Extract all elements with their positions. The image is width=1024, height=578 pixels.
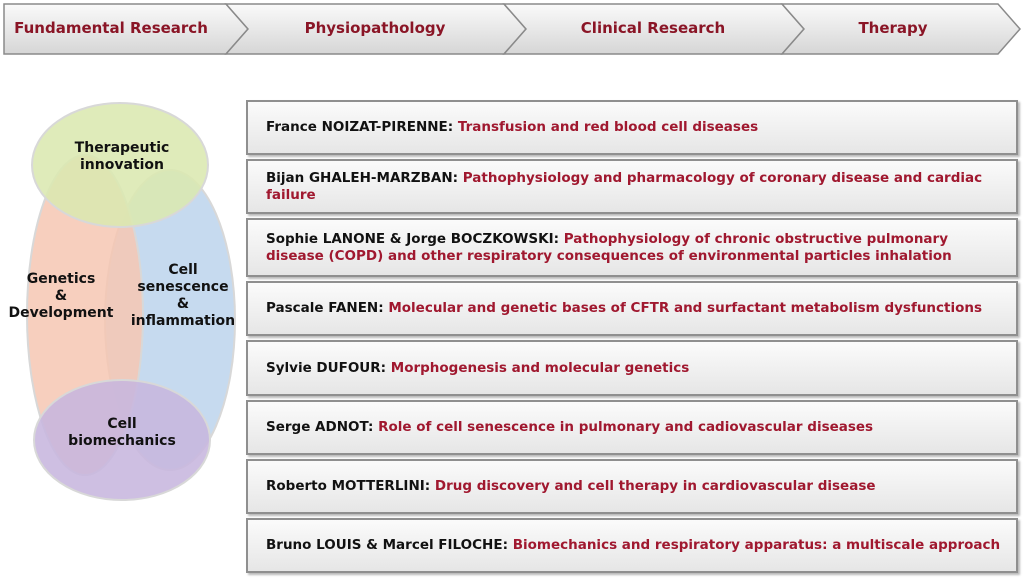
research-entry	[246, 459, 1018, 514]
research-entry	[246, 518, 1018, 573]
research-entry	[246, 100, 1018, 155]
research-topic: Biomechanics and respiratory apparatus: a multiscale approach	[512, 537, 1001, 553]
theme-genetics-development: Genetics & Development	[8, 271, 114, 321]
researcher-name: Roberto MOTTERLINI:	[266, 478, 431, 494]
theme-cell-senescence: Cell senescence & inflammation	[130, 262, 236, 329]
stage-fundamental-research: Fundamental Research	[14, 19, 208, 37]
theme-cell-biomechanics: Cell biomechanics	[68, 416, 176, 449]
stage-clinical-research: Clinical Research	[580, 19, 726, 37]
research-topic: Molecular and genetic bases of CFTR and surfactant metabolism dysfunctions	[388, 300, 983, 316]
research-topic: Pathophysiology and pharmacology of coronary disease and cardiac failure	[266, 169, 983, 203]
researcher-name: Sophie LANONE & Jorge BOCZKOWSKI:	[266, 230, 560, 247]
researcher-name: Bruno LOUIS & Marcel FILOCHE:	[266, 537, 508, 553]
research-entry	[246, 281, 1018, 336]
research-topic: Transfusion and red blood cell diseases	[457, 119, 759, 135]
researcher-name: Pascale FANEN:	[266, 300, 384, 316]
research-entry	[246, 218, 1018, 277]
researcher-name: Serge ADNOT:	[266, 419, 374, 435]
research-topic: Morphogenesis and molecular genetics	[390, 359, 690, 376]
research-topic: Pathophysiology of chronic obstructive pulmonary disease (COPD) and other respiratory consequences of environmental particles inhalation	[266, 230, 952, 264]
researcher-name: Bijan GHALEH-MARZBAN:	[266, 169, 459, 186]
stage-physiopathology: Physiopathology	[304, 19, 446, 37]
research-topic: Drug discovery and cell therapy in cardiovascular disease	[434, 478, 876, 494]
stage-therapy: Therapy	[858, 19, 928, 37]
theme-therapeutic-innovation: Therapeutic innovation	[74, 140, 170, 173]
research-entry	[246, 400, 1018, 455]
researcher-name: Sylvie DUFOUR:	[266, 359, 387, 376]
researcher-name: France NOIZAT-PIRENNE:	[266, 119, 454, 135]
research-entry	[246, 340, 1018, 396]
research-topic: Role of cell senescence in pulmonary and cadiovascular diseases	[378, 419, 874, 435]
research-entry	[246, 159, 1018, 214]
